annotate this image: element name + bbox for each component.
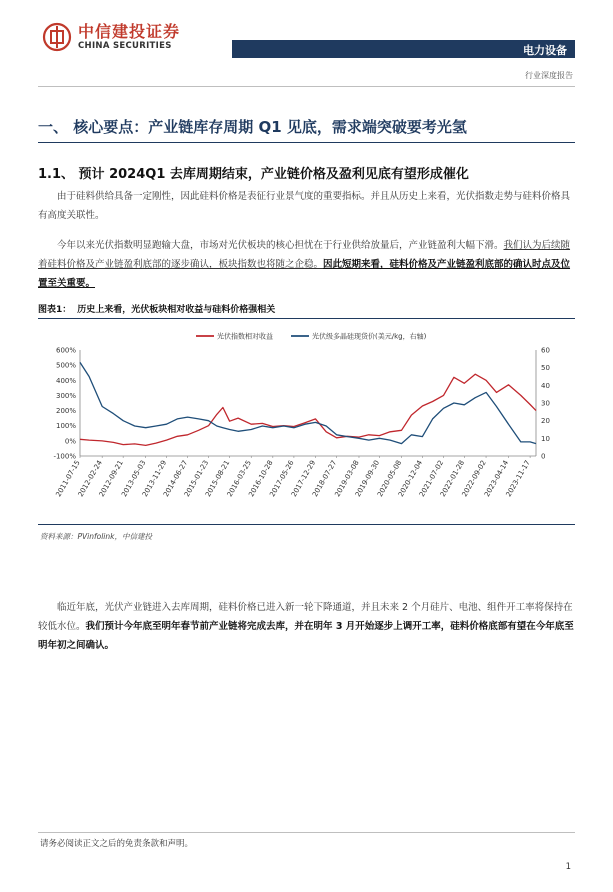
x-tick-label: 2015-01-23: [182, 459, 211, 499]
paragraph-2: [38, 236, 578, 293]
y-right-tick-label: 40: [541, 381, 550, 390]
x-tick-label: 2016-10-28: [247, 459, 275, 499]
x-tick-label: 2014-06-27: [162, 459, 190, 499]
china-securities-logo-icon: [42, 22, 72, 52]
y-left-tick-label: 300%: [55, 391, 76, 400]
x-tick-label: 2015-08-21: [204, 459, 232, 499]
series-line-polysilicon-price: [80, 362, 536, 443]
paragraph-1: 由于硅料供给具备一定刚性，因此硅料价格是表征行业景气度的重要指标。并且从历史上来看，光伏指数走势与硅料价格具有高度关联性。: [38, 191, 571, 221]
sector-label: 电力设备: [523, 44, 567, 57]
paragraph-2-bold: 因此短期来看，硅料价格及产业链盈利底部的确认时点及位置至关重要。: [38, 259, 571, 289]
y-left-tick-label: 0%: [64, 437, 76, 446]
x-tick-label: 2017-12-29: [289, 459, 318, 499]
x-tick-label: 2018-07-27: [311, 459, 339, 499]
x-tick-label: 2023-04-14: [483, 459, 511, 499]
y-right-tick-label: 50: [541, 364, 550, 373]
y-right-tick-label: 10: [541, 434, 550, 443]
page-number: 1: [565, 862, 571, 872]
x-tick-label: 2013-11-29: [140, 459, 169, 499]
pv-index-vs-polysilicon-chart: [38, 322, 575, 522]
figure-bottom-rule: [38, 524, 575, 525]
y-left-tick-label: 400%: [55, 376, 76, 385]
x-tick-label: 2012-09-21: [97, 459, 125, 499]
paragraph-3-part-1: 临近年底，光伏产业链进入去库周期，硅料价格已进入新一轮下降通道，并且未来 2 个月硅片、电池、组件开工率将保持在较低水位。: [38, 602, 573, 632]
x-tick-label: 2016-03-25: [225, 459, 253, 499]
y-left-tick-label: 500%: [55, 361, 76, 370]
company-logo: [42, 22, 180, 52]
x-tick-label: 2012-02-24: [76, 459, 104, 499]
x-tick-label: 2022-09-02: [460, 459, 488, 499]
figure-source: 资料来源：PVinfolink，中信建投: [40, 532, 152, 541]
x-tick-label: 2019-03-08: [333, 459, 361, 499]
y-right-tick-label: 60: [541, 346, 550, 355]
y-right-tick-label: 20: [541, 417, 550, 426]
figure-label: 图表1：: [38, 305, 72, 315]
x-tick-label: 2020-05-08: [376, 459, 404, 499]
x-tick-label: 2022-01-28: [438, 459, 467, 499]
x-tick-label: 2017-05-26: [268, 459, 296, 499]
figure-caption: 历史上来看，光伏板块相对收益与硅料价格强相关: [77, 305, 276, 315]
y-left-tick-label: 200%: [55, 407, 76, 416]
logo-english-name: CHINA SECURITIES: [78, 40, 172, 51]
figure-top-rule: [38, 318, 575, 319]
sector-banner: [232, 40, 575, 58]
section-title: 一、 核心要点：产业链库存周期 Q1 见底，需求端突破要考光氢: [38, 118, 467, 136]
paragraph-2-underlined: 我们认为后续随着硅料价格及产业链盈利底部的逐步确认，板块指数也将随之企稳。: [38, 240, 571, 270]
x-tick-label: 2023-11-17: [504, 458, 532, 499]
legend-label-polysilicon: 光伏级多晶硅现货价(美元/kg，右轴): [312, 332, 427, 341]
subsection-title: 1.1、 预计 2024Q1 去库周期结束，产业链价格及盈利见底有望形成催化: [38, 167, 469, 182]
header-divider: [38, 86, 575, 87]
x-tick-label: 2013-05-03: [120, 459, 148, 499]
y-left-tick-label: -100%: [53, 452, 76, 461]
series-line-pv-index-relative-return: [80, 374, 536, 445]
x-tick-label: 2011-07-15: [54, 459, 82, 499]
section-title-divider: [38, 142, 575, 143]
figure-title: [38, 302, 275, 315]
x-tick-label: 2021-07-02: [417, 459, 446, 499]
report-type: 行业深度报告: [525, 71, 573, 80]
y-left-tick-label: 600%: [55, 346, 76, 355]
x-tick-label: 2020-12-04: [396, 459, 425, 499]
y-right-tick-label: 30: [541, 399, 550, 408]
y-right-tick-label: 0: [541, 452, 546, 461]
disclaimer: 请务必阅读正文之后的免责条款和声明。: [40, 839, 194, 849]
paragraph-3-bold: 我们预计今年底至明年春节前产业链将完成去库，并在明年 3 月开始逐步上调开工率，硅料价格底部有望在今年底至明年初之间确认。: [38, 621, 574, 651]
x-tick-label: 2019-09-30: [353, 459, 382, 499]
paragraph-3: [38, 598, 578, 655]
paragraph-2-part-1: 今年以来光伏指数明显跑输大盘，市场对光伏板块的核心担忧在于行业供给放量后，产业链盈利大幅下滑。: [57, 240, 504, 251]
legend-label-pv-index: 光伏指数相对收益: [217, 332, 273, 341]
logo-chinese-name: 中信建投证券: [78, 21, 181, 41]
y-left-tick-label: 100%: [55, 422, 76, 431]
footer-divider: [38, 832, 575, 833]
